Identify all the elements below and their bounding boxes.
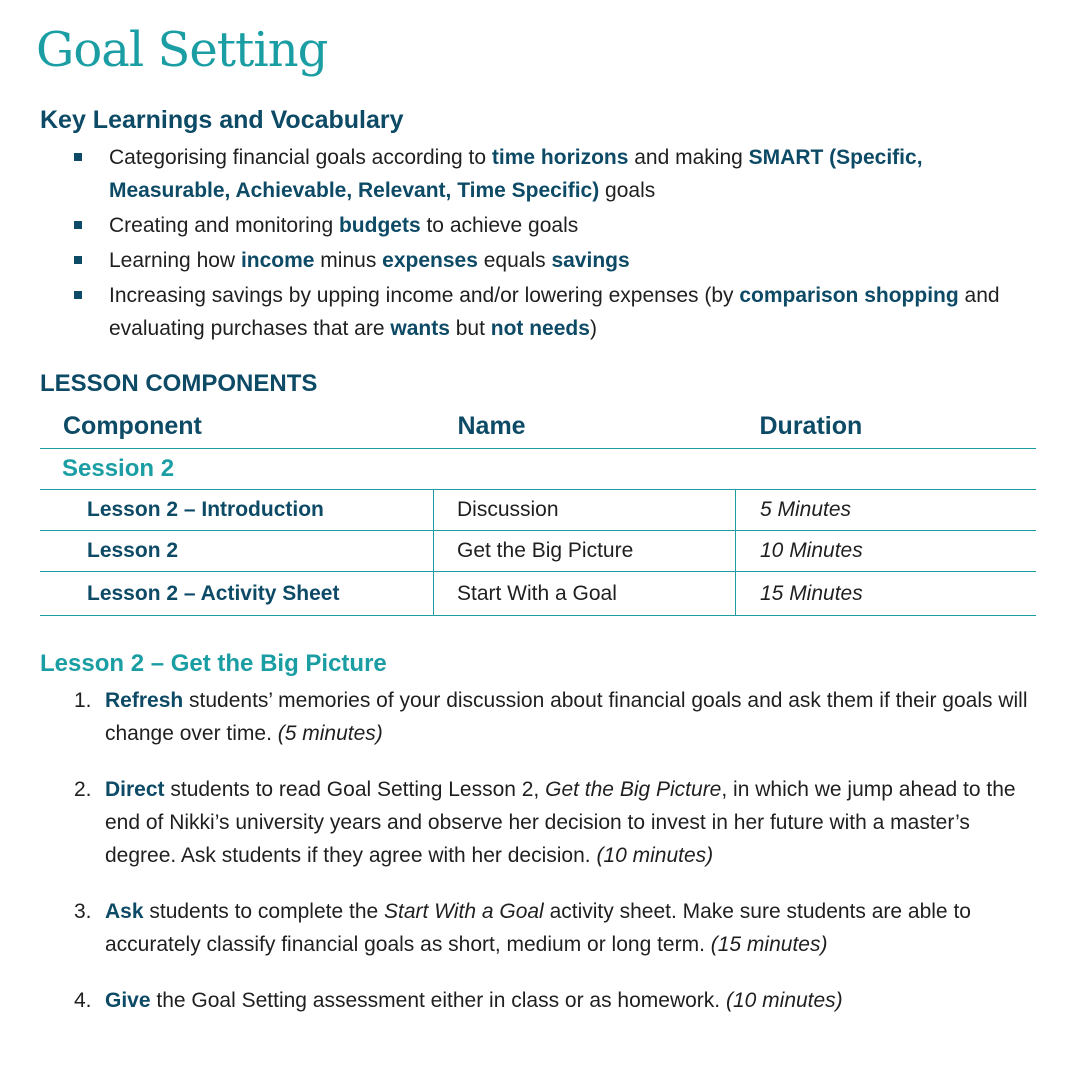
- step-verb: Give: [105, 989, 151, 1012]
- lesson2-steps-list: [74, 684, 1034, 1017]
- table-header-row: [40, 405, 1036, 449]
- bullet-square-icon: [74, 153, 82, 161]
- lesson-components-heading: LESSON COMPONENTS: [40, 370, 318, 397]
- duration-cell: 15 Minutes: [736, 572, 1037, 616]
- list-item: Categorising financial goals according to time horizons and making SMART (Specific, Measurable, Achievable, Relevant, Time Specific) goals: [74, 141, 1034, 207]
- step-number: 2.: [74, 778, 92, 801]
- lesson-components-table: [40, 405, 1036, 616]
- key-learnings-list: [74, 141, 1034, 347]
- list-item: Increasing savings by upping income and/or lowering expenses (by comparison shopping and evaluating purchases that are wants but not needs): [74, 279, 1034, 345]
- session-label: Session 2: [40, 449, 1036, 490]
- step-duration: (15 minutes): [710, 933, 828, 956]
- session-row: [40, 449, 1036, 490]
- step-number: 3.: [74, 900, 92, 923]
- page-title: Goal Setting: [36, 22, 328, 78]
- duration-cell: 10 Minutes: [736, 531, 1037, 572]
- duration-cell: 5 Minutes: [736, 490, 1037, 531]
- step-duration: (10 minutes): [725, 989, 843, 1012]
- list-item: 1. Refresh students’ memories of your discussion about financial goals and ask them if their goals will change over time. (5 minutes): [74, 684, 1034, 750]
- list-item: 3. Ask students to complete the Start With a Goal activity sheet. Make sure students are able to accurately classify financial goals as short, medium or long term. (15 minutes): [74, 895, 1034, 961]
- step-number: 1.: [74, 689, 92, 712]
- step-verb: Ask: [105, 900, 144, 923]
- list-item: 4. Give the Goal Setting assessment either in class or as homework. (10 minutes): [74, 984, 1034, 1017]
- name-cell: Discussion: [434, 490, 736, 531]
- list-item: Creating and monitoring budgets to achieve goals: [74, 209, 1034, 242]
- bullet-square-icon: [74, 221, 82, 229]
- lesson2-heading: Lesson 2 – Get the Big Picture: [40, 650, 387, 677]
- column-header-name: Name: [434, 405, 736, 449]
- name-cell: Start With a Goal: [434, 572, 736, 616]
- step-duration: (5 minutes): [277, 722, 383, 745]
- bullet-square-icon: [74, 256, 82, 264]
- component-cell: Lesson 2 – Activity Sheet: [40, 572, 434, 616]
- table-row: [40, 531, 1036, 572]
- name-cell: Get the Big Picture: [434, 531, 736, 572]
- bullet-square-icon: [74, 291, 82, 299]
- list-item: Learning how income minus expenses equals savings: [74, 244, 1034, 277]
- step-verb: Refresh: [105, 689, 184, 712]
- column-header-duration: Duration: [736, 405, 1037, 449]
- table-row: [40, 490, 1036, 531]
- component-cell: Lesson 2: [40, 531, 434, 572]
- key-learnings-heading: Key Learnings and Vocabulary: [40, 106, 404, 134]
- component-cell: Lesson 2 – Introduction: [40, 490, 434, 531]
- step-duration: (10 minutes): [596, 844, 714, 867]
- table-row: [40, 572, 1036, 616]
- step-verb: Direct: [105, 778, 165, 801]
- step-number: 4.: [74, 989, 92, 1012]
- column-header-component: Component: [40, 405, 434, 449]
- list-item: 2. Direct students to read Goal Setting Lesson 2, Get the Big Picture, in which we jump ahead to the end of Nikki’s university years and observe her decision to invest in her future with a master’s degree. Ask students if they agree with her decision. (10 minutes): [74, 773, 1034, 872]
